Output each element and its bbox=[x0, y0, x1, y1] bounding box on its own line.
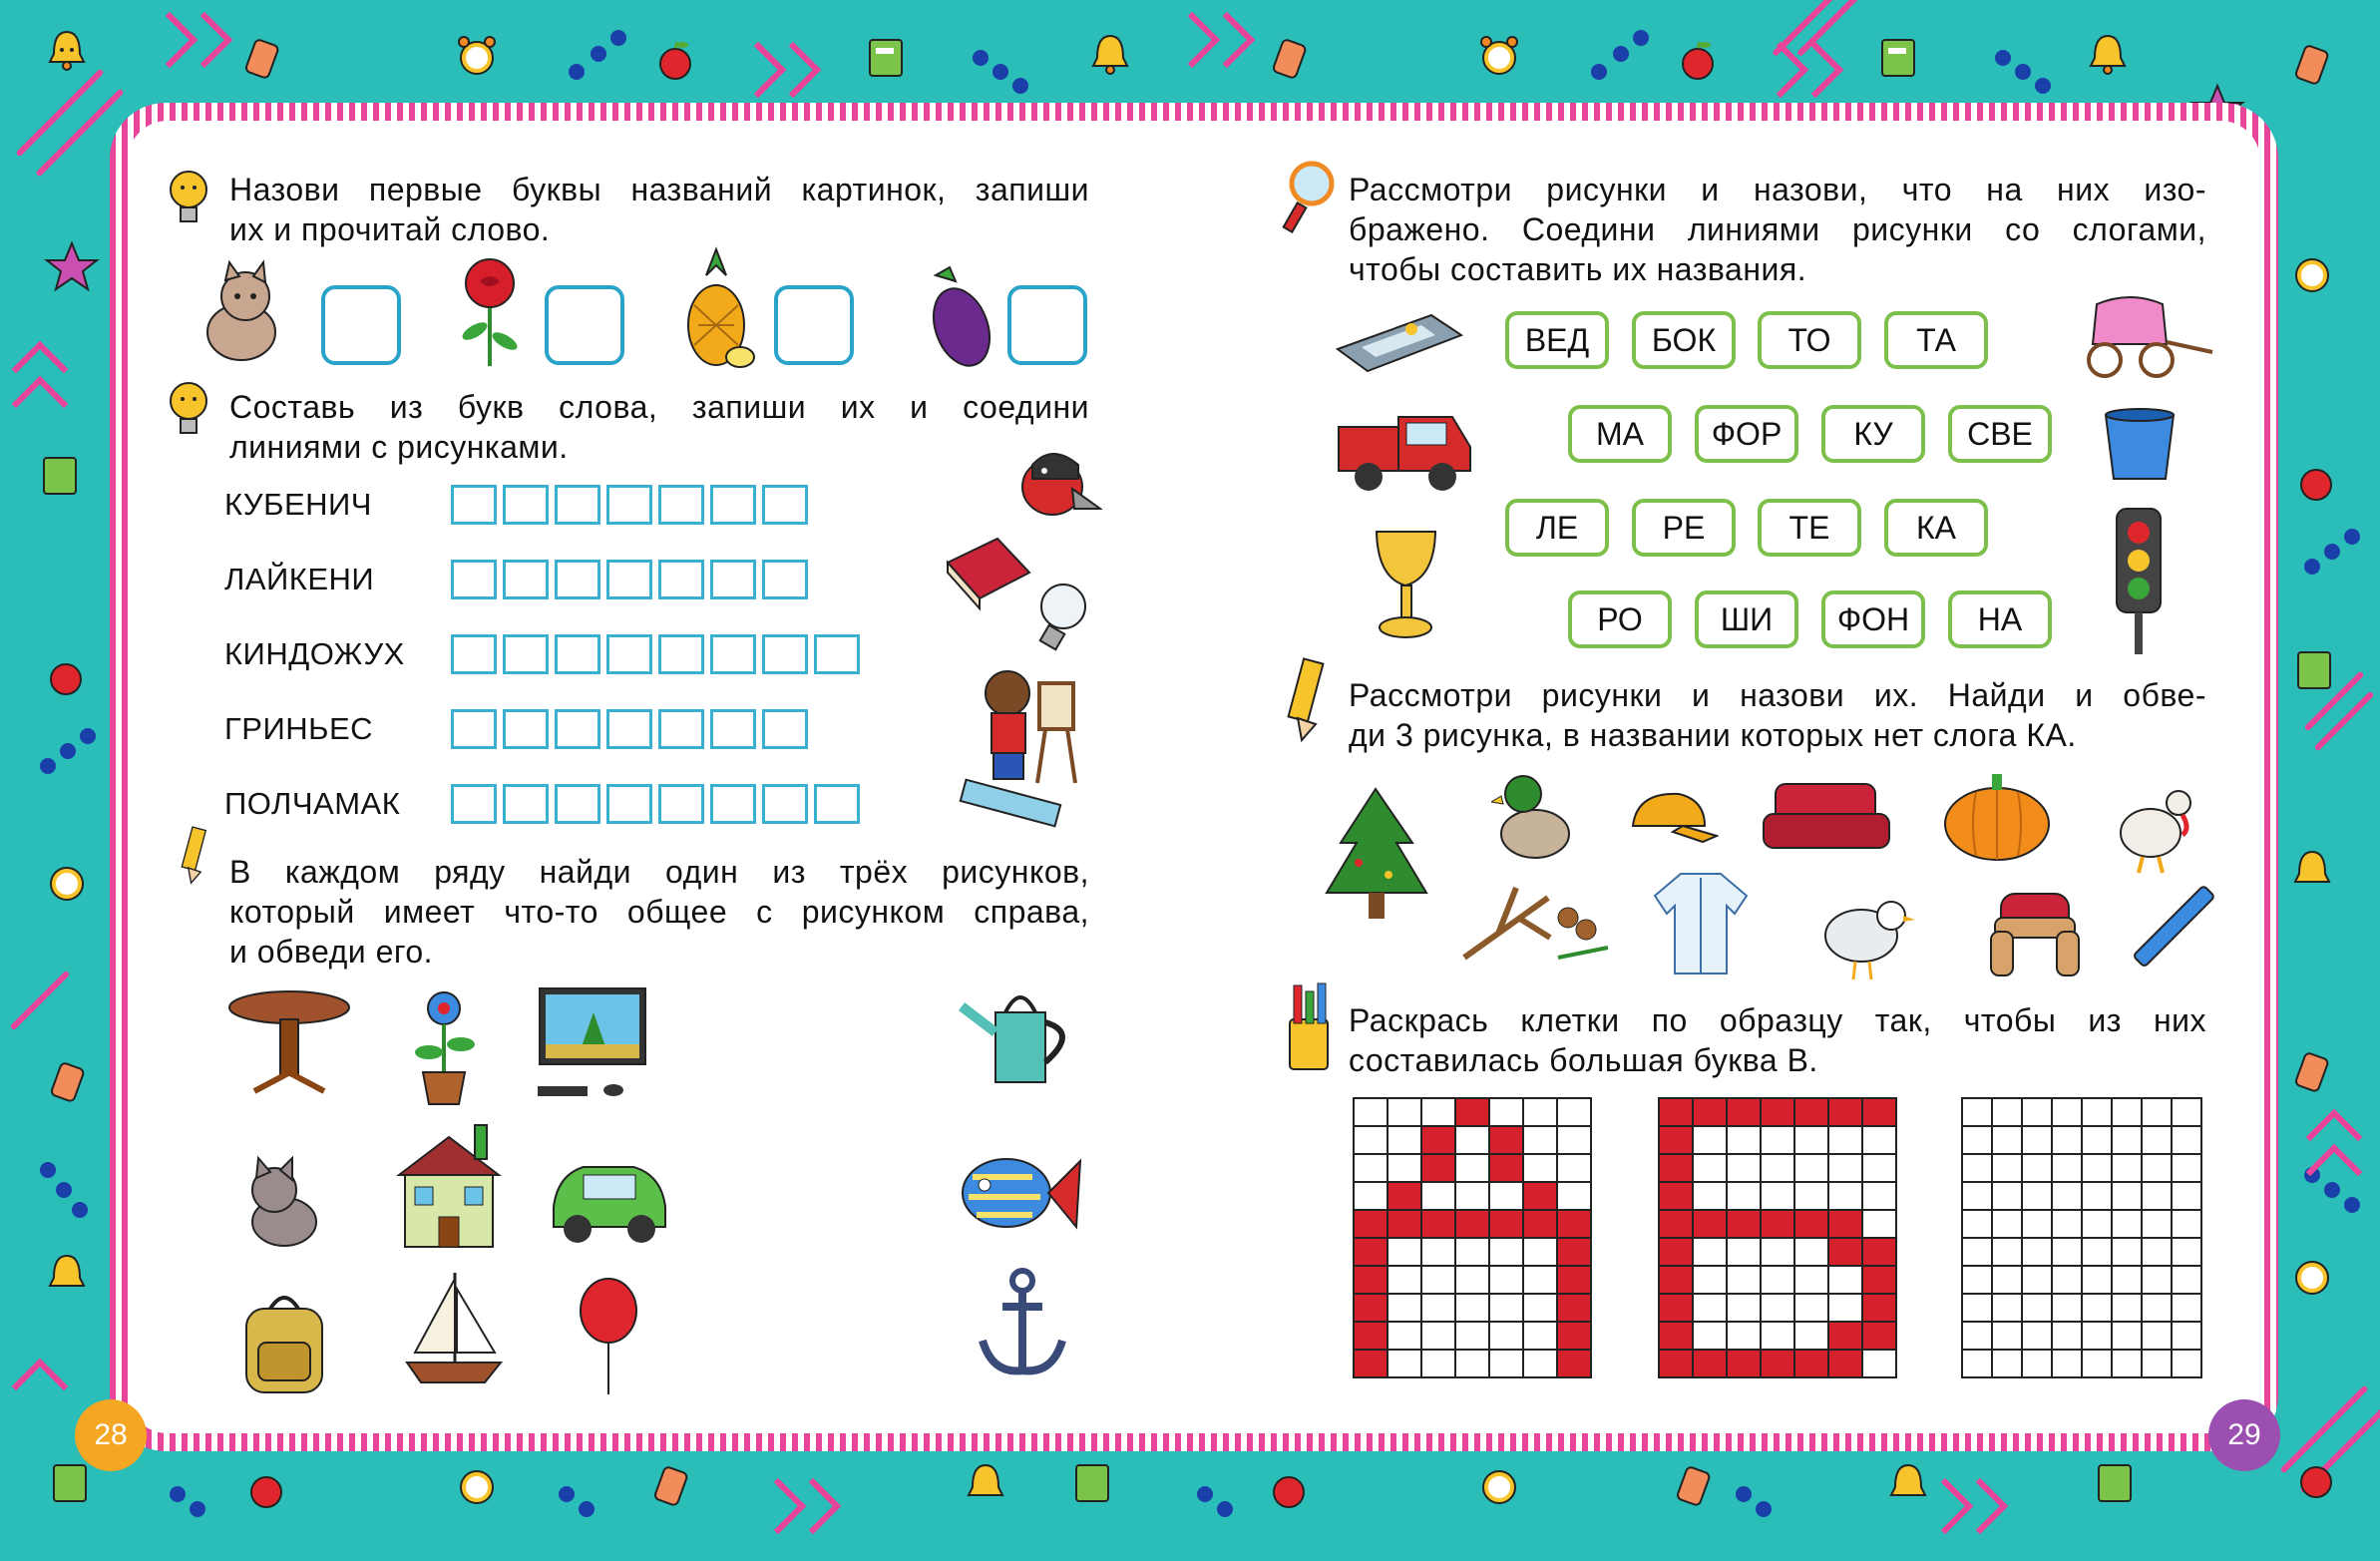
green-book-icon bbox=[1072, 1461, 1112, 1505]
sofa-icon bbox=[1758, 778, 1895, 858]
task6-instruction bbox=[1349, 1000, 2206, 1080]
apple-icon bbox=[244, 1466, 288, 1510]
word-label-3: КИНДОЖУХ bbox=[224, 636, 405, 671]
fish-icon bbox=[953, 1137, 1082, 1247]
syllable-box[interactable]: КА bbox=[1884, 499, 1988, 557]
task1-line-1: Назови первые буквы названий картинок, запиши bbox=[229, 172, 1089, 207]
book-icon bbox=[938, 533, 1037, 612]
syllable-box[interactable]: СВЕ bbox=[1948, 405, 2052, 463]
star-icon bbox=[44, 239, 100, 295]
task5-line-2: ди 3 рисунка, в названии которых нет слога КА. bbox=[1349, 717, 2077, 753]
syllable-box[interactable]: РЕ bbox=[1632, 499, 1736, 557]
lightbulb-task-icon bbox=[164, 168, 213, 229]
task4-line-3: чтобы составить их названия. bbox=[1349, 251, 1807, 287]
syllable-box[interactable]: ТЕ bbox=[1758, 499, 1861, 557]
letter-cells-5[interactable] bbox=[451, 784, 860, 824]
painter-icon bbox=[968, 663, 1087, 788]
task5-line-1: Рассмотри рисунки и назови их. Найди и обве- bbox=[1349, 677, 2206, 713]
pencil-cup-task-icon bbox=[1280, 979, 1338, 1074]
shirt-icon bbox=[1651, 868, 1751, 979]
green-book-icon bbox=[2095, 1461, 2135, 1505]
anchor-icon bbox=[973, 1267, 1072, 1381]
fir-tree-icon bbox=[1319, 783, 1433, 928]
phone-icon bbox=[1332, 309, 1466, 381]
branch-icon bbox=[1458, 878, 1613, 973]
watering-can-icon bbox=[956, 982, 1085, 1092]
alarm-clock-icon bbox=[454, 32, 500, 78]
coloring-grid[interactable] bbox=[1961, 1097, 2202, 1378]
green-book-icon bbox=[866, 36, 906, 80]
green-book-icon bbox=[40, 454, 80, 498]
sample-grid-a bbox=[1353, 1097, 1592, 1378]
alarm-clock-icon bbox=[2289, 1252, 2335, 1298]
answer-box-1[interactable] bbox=[321, 285, 401, 365]
lightbulb-task-icon bbox=[164, 379, 213, 441]
task6-line-1: Раскрась клетки по образцу так, чтобы из них bbox=[1349, 1002, 2206, 1038]
pen-icon bbox=[2125, 880, 2222, 977]
pencil-task-icon bbox=[1280, 654, 1332, 746]
letter-cells-1[interactable] bbox=[451, 485, 808, 525]
eraser-icon bbox=[1272, 34, 1308, 82]
eraser-icon bbox=[244, 34, 280, 82]
letter-cells-2[interactable] bbox=[451, 560, 808, 599]
apple-icon bbox=[1267, 1466, 1311, 1510]
syllable-box[interactable]: ЛЕ bbox=[1505, 499, 1609, 557]
syllable-box[interactable]: РО bbox=[1568, 590, 1672, 648]
monitor-icon bbox=[534, 982, 653, 1107]
flower-pot-icon bbox=[409, 982, 479, 1107]
pumpkin-icon bbox=[1940, 768, 2055, 866]
bullfinch-icon bbox=[1002, 439, 1102, 531]
cat-icon bbox=[182, 254, 301, 364]
duck-icon bbox=[1491, 768, 1573, 868]
task4-line-2: бражено. Соедини линиями рисунки со слогами, bbox=[1349, 211, 2206, 247]
house-icon bbox=[389, 1119, 509, 1254]
pencil-task-icon bbox=[170, 824, 219, 886]
lightbulb-icon bbox=[1025, 577, 1095, 656]
syllable-box[interactable]: ФОР bbox=[1695, 405, 1798, 463]
syllable-box[interactable]: КУ bbox=[1821, 405, 1925, 463]
syllable-box[interactable]: БОК bbox=[1632, 311, 1736, 369]
cap-icon bbox=[1623, 786, 1719, 848]
word-label-5: ПОЛЧАМАК bbox=[224, 786, 401, 821]
bell-icon bbox=[1087, 32, 1133, 78]
answer-box-3[interactable] bbox=[774, 285, 854, 365]
table-icon bbox=[224, 987, 354, 1097]
truck-icon bbox=[1333, 397, 1477, 497]
car-icon bbox=[544, 1147, 675, 1247]
eraser-icon bbox=[653, 1461, 689, 1509]
alarm-clock-icon bbox=[2289, 249, 2335, 295]
pineapple-icon bbox=[674, 245, 758, 373]
magnifier-task-icon bbox=[1282, 160, 1338, 235]
kitten-icon bbox=[234, 1152, 334, 1252]
hat-icon bbox=[1985, 888, 2085, 979]
syllable-box[interactable]: НА bbox=[1948, 590, 2052, 648]
task3-line-3: и обведи его. bbox=[229, 934, 434, 970]
backpack-icon bbox=[234, 1287, 334, 1396]
carriage-icon bbox=[2077, 284, 2216, 384]
task2-line-1: Составь из букв слова, запиши их и соедини bbox=[229, 389, 1089, 425]
bell-icon bbox=[2289, 848, 2335, 894]
page-number-28: 28 bbox=[75, 1399, 147, 1471]
syllable-box[interactable]: ВЕД bbox=[1505, 311, 1609, 369]
syllable-box[interactable]: ТО bbox=[1758, 311, 1861, 369]
bell-icon bbox=[1885, 1461, 1931, 1507]
turkey-icon bbox=[2103, 773, 2202, 875]
syllable-box[interactable]: МА bbox=[1568, 405, 1672, 463]
task1-instruction bbox=[229, 170, 1089, 249]
task5-instruction bbox=[1349, 675, 2206, 755]
bell-icon bbox=[2085, 32, 2131, 78]
alarm-clock-icon bbox=[44, 858, 90, 904]
eraser-icon bbox=[2294, 40, 2330, 88]
task2-line-2: линиями с рисунками. bbox=[229, 429, 569, 465]
apple-icon bbox=[2294, 1456, 2338, 1500]
bell-icon bbox=[963, 1461, 1008, 1507]
goblet-icon bbox=[1369, 524, 1443, 641]
green-book-icon bbox=[1878, 36, 1918, 80]
alarm-clock-icon bbox=[1476, 32, 1522, 78]
eraser-icon bbox=[1676, 1461, 1712, 1509]
task6-line-2: составилась большая буква В. bbox=[1349, 1042, 1818, 1078]
syllable-box[interactable]: ТА bbox=[1884, 311, 1988, 369]
alarm-clock-icon bbox=[1476, 1461, 1522, 1507]
task3-line-1: В каждом ряду найди один из трёх рисунков, bbox=[229, 854, 1089, 890]
sample-grid-b bbox=[1658, 1097, 1897, 1378]
task4-instruction bbox=[1349, 170, 2206, 289]
sailboat-icon bbox=[399, 1267, 509, 1391]
bell-icon bbox=[44, 28, 90, 74]
answer-box-4[interactable] bbox=[1007, 285, 1087, 365]
green-book-icon bbox=[2294, 648, 2334, 692]
apple-icon bbox=[44, 653, 88, 697]
syllable-box[interactable]: ФОН bbox=[1821, 590, 1925, 648]
task3-instruction bbox=[229, 852, 1089, 972]
apple-icon bbox=[2294, 459, 2338, 503]
bucket-icon bbox=[2100, 403, 2180, 483]
word-label-1: КУБЕНИЧ bbox=[224, 487, 372, 522]
eggplant-icon bbox=[916, 261, 995, 371]
apple-icon bbox=[653, 38, 697, 82]
green-book-icon bbox=[50, 1461, 90, 1505]
task4-line-1: Рассмотри рисунки и назови, что на них изо- bbox=[1349, 172, 2206, 207]
seagull-icon bbox=[1815, 886, 1915, 983]
task1-line-2: их и прочитай слово. bbox=[229, 211, 551, 247]
rose-icon bbox=[445, 251, 535, 371]
ruler-icon bbox=[956, 776, 1065, 832]
answer-box-2[interactable] bbox=[545, 285, 624, 365]
apple-icon bbox=[1676, 38, 1720, 82]
eraser-icon bbox=[50, 1057, 86, 1105]
letter-cells-4[interactable] bbox=[451, 709, 808, 749]
bell-icon bbox=[44, 1252, 90, 1298]
alarm-clock-icon bbox=[454, 1461, 500, 1507]
word-label-4: ГРИНЬЕС bbox=[224, 711, 374, 746]
syllable-box[interactable]: ШИ bbox=[1695, 590, 1798, 648]
word-label-2: ЛАЙКЕНИ bbox=[224, 562, 375, 596]
task2-instruction bbox=[229, 387, 1089, 467]
task3-line-2: который имеет что-то общее с рисунком справа, bbox=[229, 894, 1089, 930]
letter-cells-3[interactable] bbox=[451, 634, 860, 674]
traffic-light-icon bbox=[2107, 505, 2171, 656]
eraser-icon bbox=[2294, 1047, 2330, 1095]
balloon-icon bbox=[574, 1277, 643, 1396]
page-number-29: 29 bbox=[2208, 1399, 2280, 1471]
